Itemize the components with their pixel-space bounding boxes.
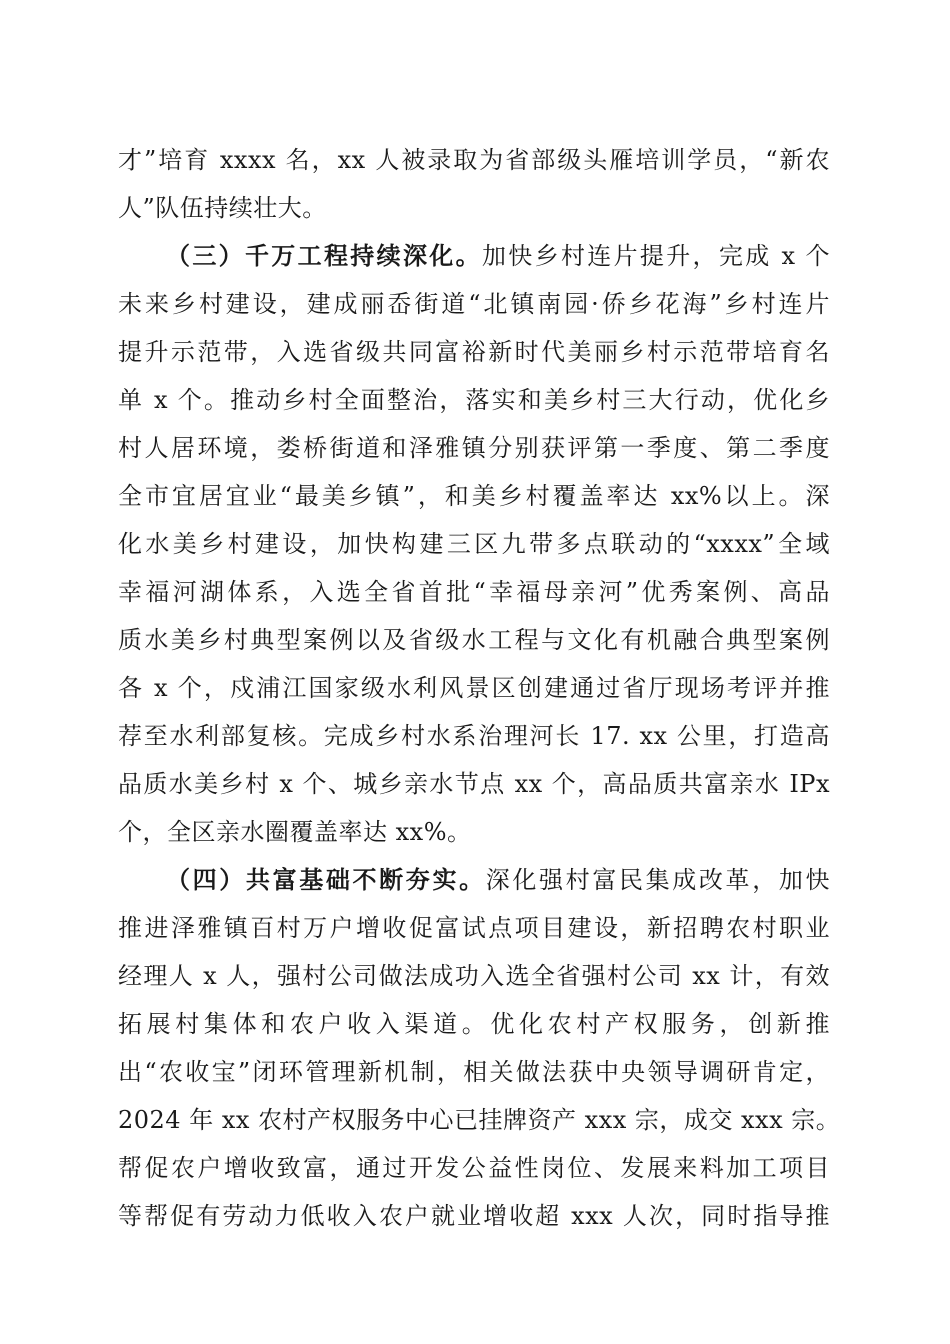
paragraph-line: 出“农收宝”闭环管理新机制，相关做法获中央领导调研肯定， bbox=[118, 1058, 830, 1086]
section-3-heading: （三）千万工程持续深化。 bbox=[166, 242, 482, 270]
paragraph-line: 各 x 个，戍浦江国家级水利风景区创建通过省厅现场考评并推 bbox=[118, 674, 830, 702]
paragraph-line: 经理人 x 人，强村公司做法成功入选全省强村公司 xx 计，有效 bbox=[118, 962, 830, 990]
paragraph-line: 提升示范带，入选省级共同富裕新时代美丽乡村示范带培育名 bbox=[118, 338, 830, 366]
paragraph-line: 推进泽雅镇百村万户增收促富试点项目建设，新招聘农村职业 bbox=[118, 914, 830, 942]
paragraph-line: 全市宜居宜业“最美乡镇”，和美乡村覆盖率达 xx%以上。深 bbox=[118, 482, 830, 510]
paragraph-line: 个，全区亲水圈覆盖率达 xx%。 bbox=[118, 818, 472, 846]
paragraph-text: 加快乡村连片提升，完成 x 个 bbox=[481, 242, 830, 270]
paragraph-line: 村人居环境，娄桥街道和泽雅镇分别获评第一季度、第二季度 bbox=[118, 434, 830, 462]
paragraph-text: 深化强村富民集成改革，加快 bbox=[485, 866, 830, 894]
section-4-heading: （四）共富基础不断夯实。 bbox=[166, 866, 486, 894]
paragraph-line: 人”队伍持续壮大。 bbox=[118, 194, 327, 222]
paragraph-line: 等帮促有劳动力低收入农户就业增收超 xxx 人次，同时指导推 bbox=[118, 1202, 830, 1230]
paragraph-line: 2024 年 xx 农村产权服务中心已挂牌资产 xxx 宗，成交 xxx 宗。 bbox=[118, 1106, 841, 1134]
paragraph-line: 幸福河湖体系，入选全省首批“幸福母亲河”优秀案例、高品 bbox=[118, 578, 830, 606]
paragraph-line: 品质水美乡村 x 个、城乡亲水节点 xx 个，高品质共富亲水 IPx bbox=[118, 770, 830, 798]
paragraph-line: 帮促农户增收致富，通过开发公益性岗位、发展来料加工项目 bbox=[118, 1154, 830, 1182]
paragraph-line: 拓展村集体和农户收入渠道。优化农村产权服务，创新推 bbox=[118, 1010, 830, 1038]
paragraph-line: 才”培育 xxxx 名，xx 人被录取为省部级头雁培训学员，“新农 bbox=[118, 146, 830, 174]
section-3-first-line bbox=[166, 236, 830, 276]
section-4-first-line bbox=[166, 860, 830, 900]
paragraph-line: 单 x 个。推动乡村全面整治，落实和美乡村三大行动，优化乡 bbox=[118, 386, 830, 414]
paragraph-line: 质水美乡村典型案例以及省级水工程与文化有机融合典型案例 bbox=[118, 626, 830, 654]
paragraph-line: 未来乡村建设，建成丽岙街道“北镇南园·侨乡花海”乡村连片 bbox=[118, 290, 830, 318]
paragraph-line: 化水美乡村建设，加快构建三区九带多点联动的“xxxx”全域 bbox=[118, 530, 830, 558]
paragraph-line: 荐至水利部复核。完成乡村水系治理河长 17. xx 公里，打造高 bbox=[118, 722, 830, 750]
